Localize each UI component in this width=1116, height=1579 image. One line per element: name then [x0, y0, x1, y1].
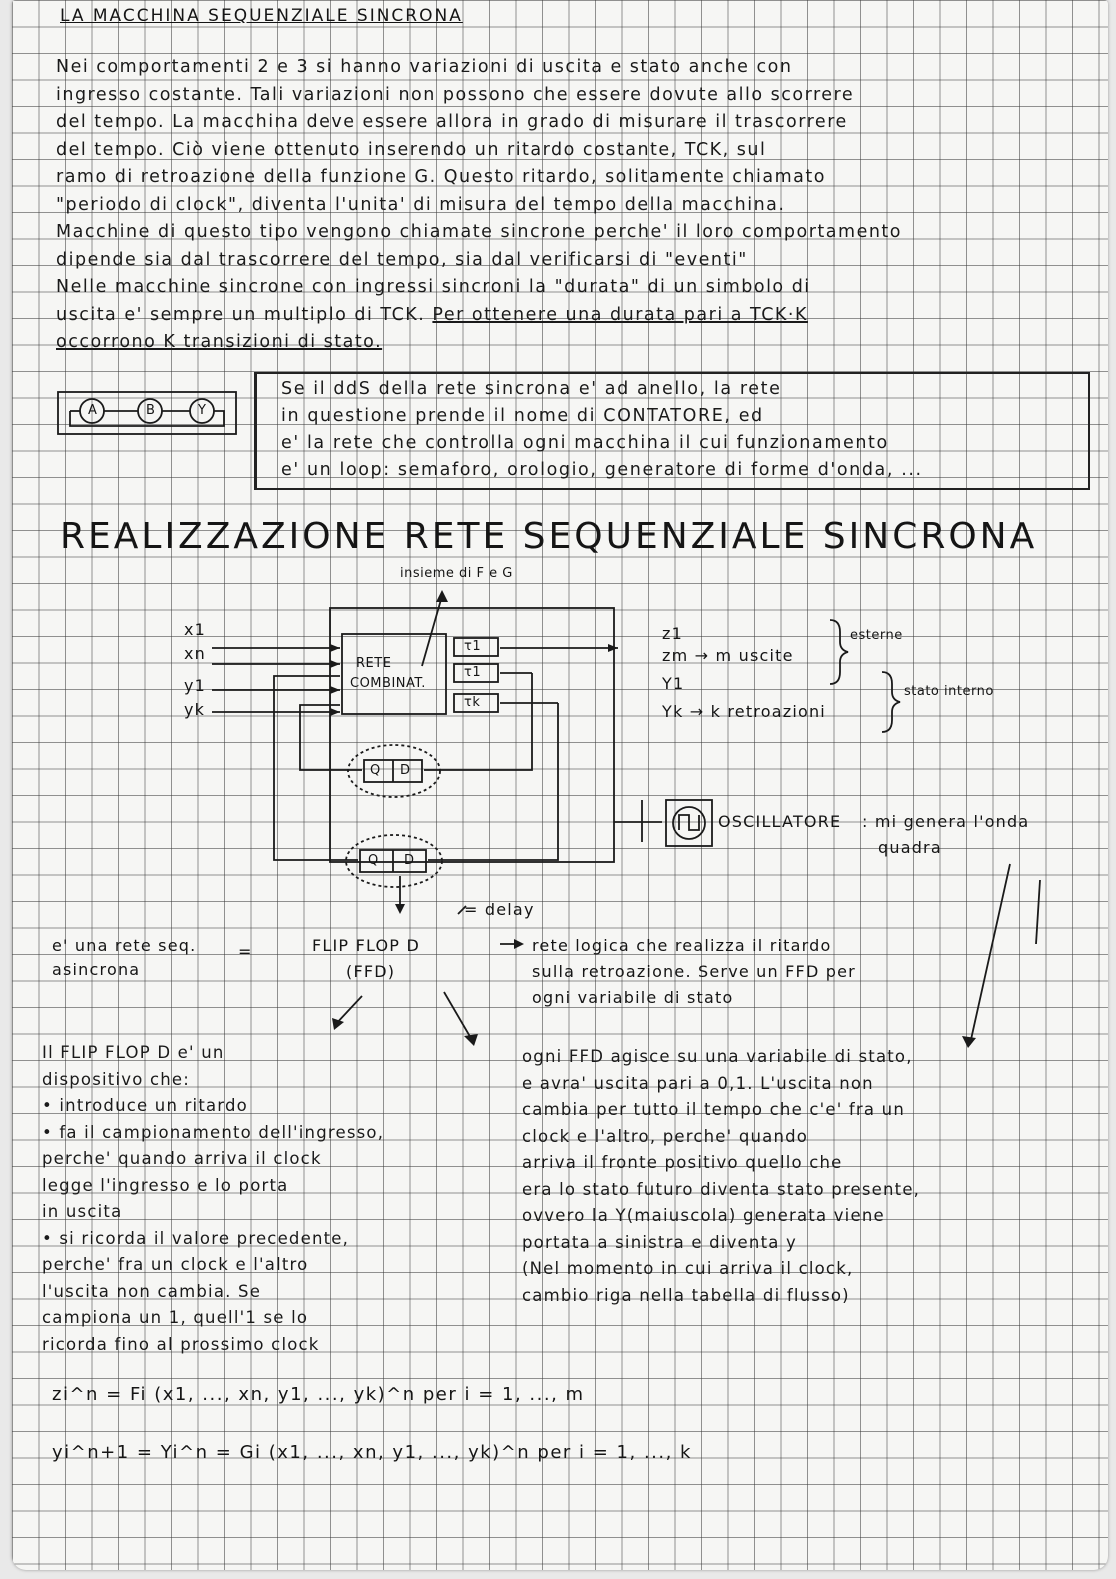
right-line: era lo stato futuro diventa stato presente,: [522, 1179, 921, 1199]
ff-d-label: D: [400, 763, 411, 778]
oscillator-note: : mi genera l'onda: [862, 812, 1030, 831]
ffd-left-arrow: =: [238, 942, 253, 961]
ffd-right-text: rete logica che realizza il ritardo: [532, 936, 832, 955]
notebook-page: [12, 0, 1108, 1570]
block-label: COMBINAT.: [350, 676, 426, 691]
combinational-block: [342, 634, 446, 714]
input-label: y1: [184, 676, 207, 695]
paragraph-line: dipende sia dal trascorrere del tempo, sia dal verificarsi di "eventi": [56, 249, 748, 270]
insieme-label: insieme di F e G: [400, 566, 513, 581]
output-label: z1: [662, 624, 683, 643]
delay-note: = delay: [464, 900, 535, 919]
ff-q-label: Q: [368, 853, 379, 868]
page-heading: LA MACCHINA SEQUENZIALE SINCRONA: [60, 6, 463, 26]
loop-node-label: B: [146, 403, 156, 418]
left-line: l'uscita non cambia. Se: [42, 1281, 262, 1301]
counter-note-box: [254, 372, 1090, 490]
ffd-description-right: [522, 1044, 920, 1309]
right-line: ogni FFD agisce su una variabile di stato,: [522, 1047, 913, 1066]
loop-node-label: A: [88, 403, 98, 418]
left-line: ricorda fino al prossimo clock: [42, 1334, 320, 1354]
underlined-phrase: Per ottenere una durata pari a TCK·K: [432, 304, 808, 325]
right-line: cambia per tutto il tempo che c'e' fra un: [522, 1100, 905, 1119]
paragraph-line: ingresso costante. Tali variazioni non possono che essere dovute allo scorrere: [56, 84, 855, 105]
paragraph-line: Nei comportamenti 2 e 3 si hanno variazioni di uscita e stato anche con: [56, 57, 793, 77]
right-line: (Nel momento in cui arriva il clock,: [522, 1259, 854, 1278]
stato-interno-label: stato interno: [904, 684, 994, 699]
note-line: e' un loop: semaforo, orologio, generatore di forme d'onda, ...: [281, 460, 923, 480]
ffd-left-text: e' una rete seq.: [52, 936, 197, 955]
oscillator-note: quadra: [878, 838, 942, 857]
formula-output: zi^n = Fi (x1, ..., xn, y1, ..., yk)^n per i = 1, ..., m: [52, 1384, 585, 1405]
right-line: ovvero la Y(maiuscola) generata viene: [522, 1206, 885, 1225]
ffd-left-text: asincrona: [52, 960, 141, 979]
paragraph-line: Nelle macchine sincrone con ingressi sincroni la "durata" di un simbolo di: [56, 277, 811, 297]
output-label: zm → m uscite: [662, 646, 794, 665]
note-line: e' la rete che controlla ogni macchina il cui funzionamento: [281, 433, 889, 453]
left-line: campiona un 1, quell'1 se lo: [42, 1308, 309, 1327]
ffd-right-text: ogni variabile di stato: [532, 988, 734, 1007]
intro-paragraph: [56, 54, 1066, 357]
right-line: e avra' uscita pari a 0,1. L'uscita non: [522, 1073, 874, 1093]
output-label: Y1: [662, 674, 685, 693]
loop-node-label: Y: [198, 403, 207, 418]
square-wave-icon: [673, 807, 705, 839]
underlined-phrase-end: occorrono K transizioni di stato.: [56, 332, 383, 352]
ffd-abbrev: (FFD): [346, 962, 396, 981]
section-title: REALIZZAZIONE RETE SEQUENZIALE SINCRONA: [60, 516, 1038, 557]
delay-label: τ1: [464, 665, 482, 680]
paragraph-line: Macchine di questo tipo vengono chiamate sincrone perche' il loro comportamento: [56, 222, 902, 242]
esterne-label: esterne: [850, 628, 903, 643]
note-line: in questione prende il nome di CONTATORE, ed: [281, 406, 764, 426]
paragraph-line: del tempo. Ciò viene ottenuto inserendo un ritardo costante, TCK, sul: [56, 139, 767, 160]
ffd-right-text: sulla retroazione. Serve un FFD per: [532, 962, 856, 981]
ffd-title: FLIP FLOP D: [312, 936, 420, 955]
oscillator-label: OSCILLATORE: [718, 812, 842, 831]
right-line: portata a sinistra e diventa y: [522, 1232, 797, 1252]
delay-label: τk: [464, 695, 481, 710]
delay-label: τ1: [464, 639, 482, 654]
left-line: perche' fra un clock e l'altro: [42, 1255, 309, 1274]
right-line: arriva il fronte positivo quello che: [522, 1153, 843, 1172]
input-label: x1: [184, 620, 207, 639]
right-line: cambio riga nella tabella di flusso): [522, 1285, 850, 1305]
left-line: perche' quando arriva il clock: [42, 1149, 322, 1168]
left-line: • introduce un ritardo: [42, 1096, 248, 1115]
paragraph-line: "periodo di clock", diventa l'unita' di misura del tempo della macchina.: [56, 194, 786, 215]
left-line: legge l'ingresso e lo porta: [42, 1175, 289, 1195]
oscillator-block: [666, 800, 712, 846]
left-line: • si ricorda il valore precedente,: [42, 1228, 350, 1248]
input-label: xn: [184, 644, 207, 663]
paragraph-line-text: uscita e' sempre un multiplo di TCK.: [56, 304, 426, 325]
paragraph-line: ramo di retroazione della funzione G. Questo ritardo, solitamente chiamato: [56, 167, 826, 187]
input-label: yk: [184, 700, 206, 719]
note-line: Se il ddS della rete sincrona e' ad anello, la rete: [281, 379, 782, 399]
left-line: in uscita: [42, 1202, 123, 1221]
left-line: Il FLIP FLOP D e' un: [42, 1043, 225, 1062]
formula-state: yi^n+1 = Yi^n = Gi (x1, ..., xn, y1, ..., yk)^n per i = 1, ..., k: [52, 1442, 692, 1463]
paragraph-line: [56, 302, 1066, 330]
right-line: clock e l'altro, perche' quando: [522, 1126, 809, 1146]
paragraph-line: del tempo. La macchina deve essere allora in grado di misurare il trascorrere: [56, 112, 848, 132]
left-line: • fa il campionamento dell'ingresso,: [42, 1122, 385, 1142]
block-label: RETE: [356, 656, 392, 671]
ff-q-label: Q: [370, 763, 381, 778]
ff-d-label: D: [404, 853, 415, 868]
left-line: dispositivo che:: [42, 1069, 191, 1089]
ffd-description-left: [42, 1040, 384, 1358]
output-label: Yk → k retroazioni: [662, 702, 826, 721]
